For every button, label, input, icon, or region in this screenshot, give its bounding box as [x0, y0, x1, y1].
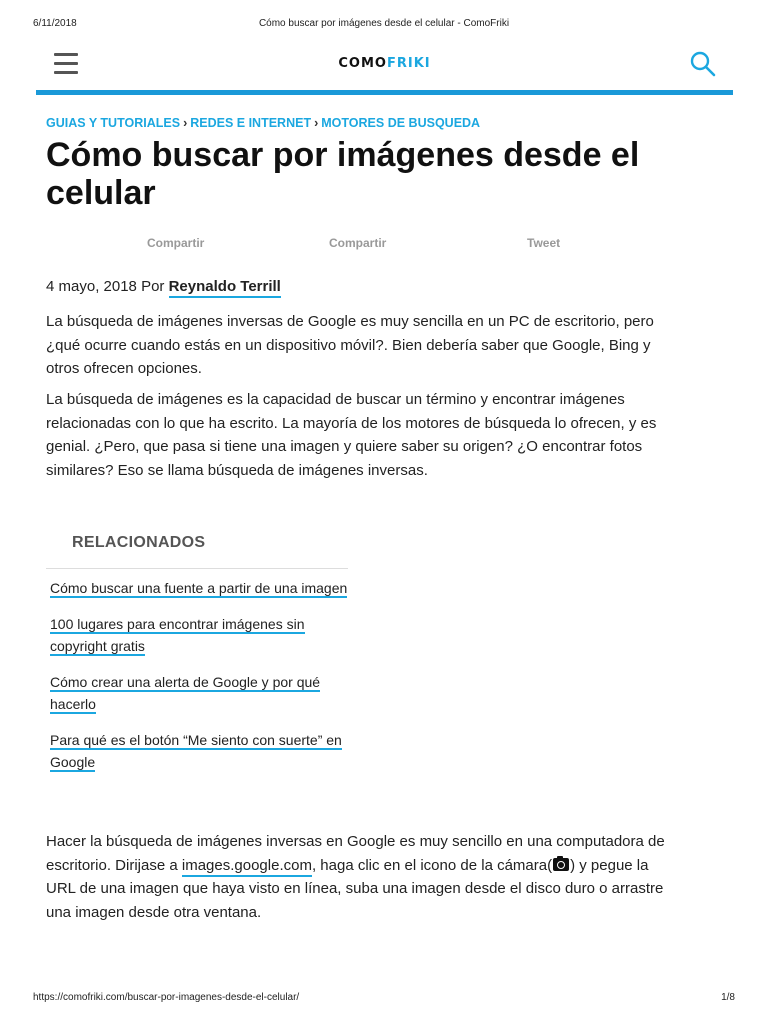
print-title: Cómo buscar por imágenes desde el celular - ComoFriki: [258, 18, 510, 29]
list-item: [50, 613, 348, 658]
article: [46, 116, 666, 921]
list-item: [50, 729, 348, 774]
related-title: RELACIONADOS: [72, 534, 206, 551]
header-divider: [36, 90, 733, 95]
paragraph-1: La búsqueda de imágenes inversas de Google es muy sencilla en un PC de escritorio, pero ¿qué ocurre cuando estás en un dispositivo móvil?. Bien debería saber que Google, Bing y otros ofrecen opciones.: [46, 313, 654, 377]
byline-by: Por: [141, 278, 165, 295]
related-link-text: Cómo crear una alerta de Google y por qué hacerlo: [50, 673, 321, 712]
paragraph-2: La búsqueda de imágenes es la capacidad de buscar un término y encontrar imágenes relacionadas con lo que ha escrito. La mayoría de los motores de búsqueda lo ofrecen, y es genial. ¿Pero, que pasa si tiene una imagen y quiere saber su origen? ¿O encontrar fotos similares? Eso se llama búsqueda de imágenes inversas.: [46, 391, 657, 479]
paragraph-3-text-b: , haga clic en el icono de la cámara(: [311, 856, 553, 874]
publish-date: 4 mayo, 2018: [46, 278, 137, 295]
images-google-link[interactable]: images.google.com: [182, 857, 312, 877]
breadcrumb-item-guias[interactable]: GUIAS Y TUTORIALES: [46, 116, 181, 130]
list-item: [50, 671, 348, 716]
breadcrumb-item-redes[interactable]: REDES E INTERNET: [190, 116, 312, 130]
related-box: [46, 534, 348, 787]
print-date: 6/11/2018: [33, 18, 77, 29]
site-logo[interactable]: [36, 56, 733, 71]
breadcrumb-separator: ›: [183, 116, 188, 130]
related-link-2[interactable]: [50, 616, 305, 657]
share-google-button[interactable]: Compartir: [329, 236, 387, 250]
breadcrumb: [46, 116, 666, 130]
related-divider: [46, 568, 348, 569]
share-facebook-button[interactable]: Compartir: [147, 236, 205, 250]
print-page-number: 1/8: [721, 992, 735, 1003]
related-link-3[interactable]: [50, 674, 320, 715]
paragraph-3-text-a: Hacer la búsqueda de imágenes inversas en Google es muy sencillo en una computadora de escritorio. Dirijase a: [46, 833, 665, 874]
print-url: https://comofriki.com/buscar-por-imagenes-desde-el-celular/: [33, 992, 300, 1003]
paragraph-3: [46, 830, 666, 924]
author-link[interactable]: Reynaldo Terrill: [169, 278, 281, 298]
related-link-4[interactable]: [50, 732, 342, 773]
byline: [46, 278, 281, 295]
page-title: Cómo buscar por imágenes desde el celular: [46, 136, 640, 212]
paragraph-3-text-c: ) y pegue la URL de una imagen que haya visto en línea, suba una imagen desde el disco duro o arrastre una imagen desde otra ventana.: [46, 856, 664, 921]
camera-icon: [553, 858, 569, 871]
related-link-1[interactable]: [50, 580, 347, 598]
site-header: [36, 40, 733, 95]
related-list: [46, 577, 348, 774]
share-tweet-button[interactable]: Tweet: [527, 236, 561, 250]
search-icon[interactable]: [689, 50, 717, 78]
share-bar: [46, 236, 666, 256]
logo-part-friki: FRIKI: [386, 56, 431, 71]
breadcrumb-item-motores[interactable]: MOTORES DE BUSQUEDA: [321, 116, 481, 130]
breadcrumb-separator: ›: [314, 116, 319, 130]
logo-part-como: COMO: [338, 56, 387, 71]
related-link-text: Para qué es el botón “Me siento con suerte” en Google: [50, 731, 342, 770]
hamburger-icon[interactable]: [54, 53, 78, 75]
related-link-text: Cómo buscar una fuente a partir de una imagen: [50, 580, 348, 596]
list-item: [50, 577, 348, 600]
related-link-text: 100 lugares para encontrar imágenes sin copyright gratis: [50, 615, 305, 654]
